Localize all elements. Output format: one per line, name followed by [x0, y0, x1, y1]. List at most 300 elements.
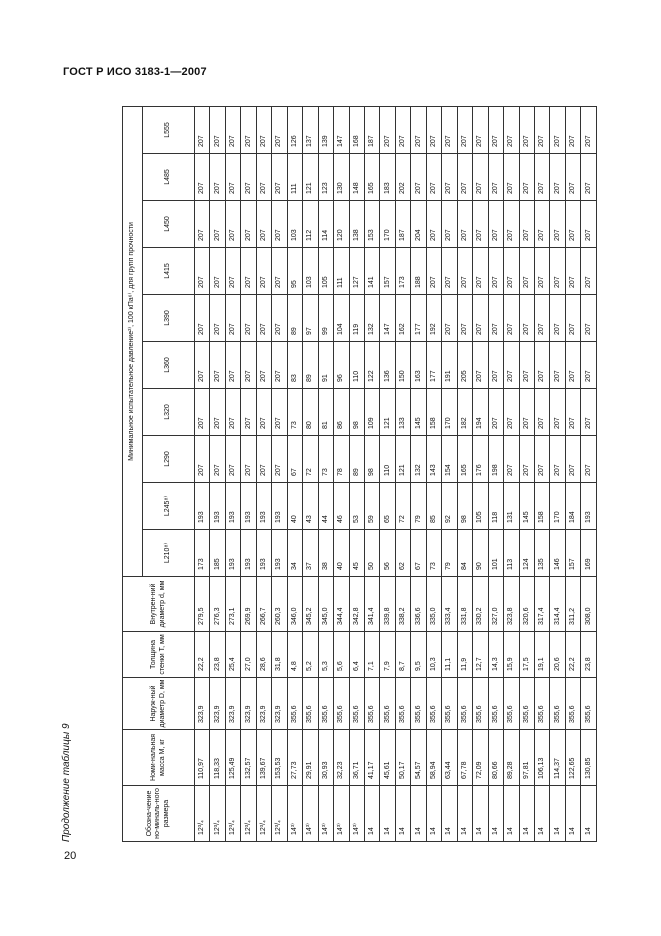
- cell-pressure: 104: [334, 295, 349, 342]
- cell-pressure: 183: [380, 154, 395, 201]
- cell-pressure: 105: [318, 248, 333, 295]
- cell-pressure: 95: [287, 248, 302, 295]
- cell-pressure: 207: [534, 389, 549, 436]
- cell-pressure: 207: [195, 342, 210, 389]
- table-row: [303, 106, 318, 841]
- cell-pressure: 86: [334, 389, 349, 436]
- table-row: [364, 106, 379, 841]
- cell-designation: 12³/₄: [272, 786, 287, 842]
- cell-outer-diameter: 355,6: [457, 678, 472, 730]
- cell-pressure: 207: [565, 436, 580, 483]
- header-grade: L415: [143, 248, 195, 295]
- cell-wall-thickness: 10,3: [426, 632, 441, 678]
- cell-pressure: 207: [504, 389, 519, 436]
- cell-mass: 139,67: [256, 730, 271, 786]
- cell-pressure: 96: [334, 342, 349, 389]
- cell-designation: 14³⁾: [287, 786, 302, 842]
- cell-pressure: 193: [210, 483, 225, 530]
- cell-inner-diameter: 345,0: [318, 577, 333, 632]
- cell-pressure: 110: [380, 436, 395, 483]
- cell-wall-thickness: 22,2: [195, 632, 210, 678]
- cell-mass: 58,94: [426, 730, 441, 786]
- cell-pressure: 170: [442, 389, 457, 436]
- header-grade: L290: [143, 436, 195, 483]
- cell-pressure: 158: [426, 389, 441, 436]
- header-grade: L210⁸⁾: [143, 530, 195, 577]
- cell-pressure: 157: [565, 530, 580, 577]
- table-row: [411, 106, 426, 841]
- cell-pressure: 207: [256, 436, 271, 483]
- cell-wall-thickness: 8,7: [395, 632, 410, 678]
- cell-pressure: 207: [504, 154, 519, 201]
- cell-pressure: 132: [364, 295, 379, 342]
- cell-wall-thickness: 23,8: [210, 632, 225, 678]
- cell-mass: 118,33: [210, 730, 225, 786]
- cell-pressure: 207: [581, 342, 597, 389]
- cell-wall-thickness: 11,1: [442, 632, 457, 678]
- cell-pressure: 207: [442, 106, 457, 153]
- header-grade: L245⁸⁾: [143, 483, 195, 530]
- cell-pressure: 89: [349, 436, 364, 483]
- table-row: [334, 106, 349, 841]
- cell-pressure: 148: [349, 154, 364, 201]
- cell-pressure: 207: [534, 106, 549, 153]
- cell-mass: 97,81: [519, 730, 534, 786]
- cell-designation: 14: [473, 786, 488, 842]
- cell-pressure: 193: [195, 483, 210, 530]
- cell-pressure: 207: [565, 106, 580, 153]
- cell-outer-diameter: 323,9: [195, 678, 210, 730]
- cell-pressure: 207: [272, 248, 287, 295]
- table-row: [287, 106, 302, 841]
- cell-pressure: 207: [426, 201, 441, 248]
- cell-pressure: 79: [442, 530, 457, 577]
- cell-mass: 114,37: [550, 730, 565, 786]
- cell-pressure: 53: [349, 483, 364, 530]
- table-row: [473, 106, 488, 841]
- cell-pressure: 98: [364, 436, 379, 483]
- cell-inner-diameter: 338,2: [395, 577, 410, 632]
- cell-pressure: 207: [550, 436, 565, 483]
- cell-pressure: 184: [565, 483, 580, 530]
- cell-pressure: 98: [457, 483, 472, 530]
- table-row: [210, 106, 225, 841]
- cell-mass: 50,17: [395, 730, 410, 786]
- cell-wall-thickness: 7,1: [364, 632, 379, 678]
- cell-pressure: 91: [318, 342, 333, 389]
- cell-outer-diameter: 355,6: [287, 678, 302, 730]
- page-number: 20: [64, 850, 77, 862]
- cell-inner-diameter: 339,8: [380, 577, 395, 632]
- table-row: [195, 106, 210, 841]
- cell-pressure: 207: [488, 201, 503, 248]
- cell-pressure: 207: [256, 342, 271, 389]
- table-row: [550, 106, 565, 841]
- cell-pressure: 176: [473, 436, 488, 483]
- cell-outer-diameter: 323,9: [210, 678, 225, 730]
- table-row: [534, 106, 549, 841]
- header-grade: L450: [143, 201, 195, 248]
- cell-pressure: 130: [334, 154, 349, 201]
- cell-designation: 14: [504, 786, 519, 842]
- cell-inner-diameter: 341,4: [364, 577, 379, 632]
- cell-outer-diameter: 355,6: [534, 678, 549, 730]
- cell-pressure: 207: [426, 154, 441, 201]
- cell-outer-diameter: 355,6: [426, 678, 441, 730]
- cell-pressure: 207: [210, 389, 225, 436]
- cell-pressure: 207: [550, 295, 565, 342]
- cell-pressure: 207: [256, 248, 271, 295]
- cell-pressure: 207: [241, 106, 256, 153]
- cell-inner-diameter: 346,0: [287, 577, 302, 632]
- cell-inner-diameter: 317,4: [534, 577, 549, 632]
- cell-mass: 132,57: [241, 730, 256, 786]
- cell-pressure: 202: [395, 154, 410, 201]
- cell-pressure: 92: [442, 483, 457, 530]
- cell-pressure: 207: [534, 154, 549, 201]
- cell-pressure: 207: [195, 201, 210, 248]
- cell-wall-thickness: 14,3: [488, 632, 503, 678]
- header-mass: Номи-нальная масса М, кг: [123, 730, 195, 786]
- cell-wall-thickness: 27,0: [241, 632, 256, 678]
- cell-pressure: 207: [473, 106, 488, 153]
- cell-pressure: 193: [225, 530, 240, 577]
- cell-designation: 14: [534, 786, 549, 842]
- cell-pressure: 89: [303, 342, 318, 389]
- cell-pressure: 177: [411, 295, 426, 342]
- cell-pressure: 72: [395, 483, 410, 530]
- cell-pressure: 207: [210, 248, 225, 295]
- cell-mass: 27,73: [287, 730, 302, 786]
- cell-wall-thickness: 23,8: [581, 632, 597, 678]
- cell-pressure: 207: [241, 389, 256, 436]
- cell-pressure: 207: [241, 154, 256, 201]
- cell-mass: 153,53: [272, 730, 287, 786]
- cell-outer-diameter: 323,9: [241, 678, 256, 730]
- cell-pressure: 207: [210, 154, 225, 201]
- cell-mass: 89,28: [504, 730, 519, 786]
- cell-outer-diameter: 355,6: [550, 678, 565, 730]
- cell-pressure: 207: [210, 295, 225, 342]
- cell-pressure: 207: [272, 436, 287, 483]
- cell-pressure: 78: [334, 436, 349, 483]
- cell-pressure: 207: [195, 295, 210, 342]
- cell-pressure: 207: [473, 201, 488, 248]
- cell-pressure: 80: [303, 389, 318, 436]
- cell-pressure: 157: [380, 248, 395, 295]
- cell-wall-thickness: 28,6: [256, 632, 271, 678]
- cell-designation: 12³/₄: [210, 786, 225, 842]
- cell-outer-diameter: 355,6: [318, 678, 333, 730]
- cell-pressure: 207: [195, 154, 210, 201]
- cell-mass: 80,66: [488, 730, 503, 786]
- cell-pressure: 207: [256, 201, 271, 248]
- cell-pressure: 207: [565, 295, 580, 342]
- table-row: [442, 106, 457, 841]
- cell-pressure: 90: [473, 530, 488, 577]
- cell-pressure: 207: [225, 389, 240, 436]
- cell-wall-thickness: 5,2: [303, 632, 318, 678]
- cell-pressure: 193: [256, 530, 271, 577]
- cell-pressure: 138: [349, 201, 364, 248]
- cell-pressure: 193: [272, 483, 287, 530]
- cell-pressure: 119: [349, 295, 364, 342]
- cell-designation: 14: [442, 786, 457, 842]
- cell-pressure: 207: [256, 154, 271, 201]
- cell-pressure: 207: [534, 295, 549, 342]
- cell-inner-diameter: 273,1: [225, 577, 240, 632]
- cell-pressure: 207: [195, 389, 210, 436]
- cell-pressure: 207: [519, 106, 534, 153]
- table-caption: Продолжение таблицы 9: [61, 723, 72, 842]
- cell-outer-diameter: 355,6: [411, 678, 426, 730]
- cell-inner-diameter: 276,3: [210, 577, 225, 632]
- cell-pressure: 145: [519, 483, 534, 530]
- table-row: [395, 106, 410, 841]
- cell-pressure: 207: [550, 248, 565, 295]
- table-row: [565, 106, 580, 841]
- cell-pressure: 193: [256, 483, 271, 530]
- cell-inner-diameter: 327,0: [488, 577, 503, 632]
- cell-mass: 32,23: [334, 730, 349, 786]
- cell-pressure: 154: [442, 436, 457, 483]
- cell-pressure: 177: [426, 342, 441, 389]
- cell-pressure: 207: [519, 342, 534, 389]
- cell-pressure: 207: [504, 342, 519, 389]
- cell-pressure: 207: [565, 201, 580, 248]
- cell-pressure: 110: [349, 342, 364, 389]
- cell-pressure: 207: [442, 154, 457, 201]
- cell-pressure: 173: [395, 248, 410, 295]
- cell-wall-thickness: 19,1: [534, 632, 549, 678]
- cell-pressure: 112: [303, 201, 318, 248]
- table-row: [457, 106, 472, 841]
- cell-designation: 14³⁾: [349, 786, 364, 842]
- cell-pressure: 207: [442, 201, 457, 248]
- header-grade: L360: [143, 342, 195, 389]
- cell-pressure: 193: [225, 483, 240, 530]
- pressure-table: [122, 106, 597, 842]
- cell-pressure: 207: [581, 154, 597, 201]
- cell-pressure: 207: [550, 106, 565, 153]
- cell-pressure: 207: [581, 389, 597, 436]
- cell-pressure: 73: [318, 436, 333, 483]
- cell-wall-thickness: 5,3: [318, 632, 333, 678]
- cell-pressure: 207: [411, 154, 426, 201]
- cell-designation: 14: [364, 786, 379, 842]
- cell-outer-diameter: 323,9: [272, 678, 287, 730]
- table-row: [519, 106, 534, 841]
- cell-pressure: 207: [519, 248, 534, 295]
- cell-designation: 12³/₄: [256, 786, 271, 842]
- cell-pressure: 188: [411, 248, 426, 295]
- table-row: [272, 106, 287, 841]
- cell-pressure: 120: [334, 201, 349, 248]
- cell-pressure: 121: [303, 154, 318, 201]
- cell-pressure: 207: [225, 201, 240, 248]
- cell-pressure: 147: [334, 106, 349, 153]
- cell-pressure: 207: [534, 436, 549, 483]
- cell-pressure: 124: [519, 530, 534, 577]
- cell-pressure: 170: [550, 483, 565, 530]
- cell-pressure: 43: [303, 483, 318, 530]
- cell-pressure: 81: [318, 389, 333, 436]
- cell-pressure: 123: [318, 154, 333, 201]
- cell-wall-thickness: 11,9: [457, 632, 472, 678]
- cell-designation: 14: [565, 786, 580, 842]
- cell-pressure: 122: [364, 342, 379, 389]
- cell-pressure: 207: [272, 106, 287, 153]
- cell-outer-diameter: 355,6: [473, 678, 488, 730]
- cell-pressure: 150: [395, 342, 410, 389]
- cell-pressure: 98: [349, 389, 364, 436]
- cell-pressure: 109: [364, 389, 379, 436]
- cell-pressure: 162: [395, 295, 410, 342]
- cell-inner-diameter: 323,8: [504, 577, 519, 632]
- cell-wall-thickness: 20,6: [550, 632, 565, 678]
- cell-pressure: 147: [380, 295, 395, 342]
- cell-mass: 36,71: [349, 730, 364, 786]
- cell-wall-thickness: 22,2: [565, 632, 580, 678]
- cell-pressure: 207: [457, 295, 472, 342]
- table-row: [318, 106, 333, 841]
- cell-mass: 125,49: [225, 730, 240, 786]
- cell-pressure: 67: [287, 436, 302, 483]
- cell-mass: 41,17: [364, 730, 379, 786]
- cell-pressure: 207: [550, 201, 565, 248]
- cell-pressure: 193: [241, 483, 256, 530]
- cell-outer-diameter: 355,6: [504, 678, 519, 730]
- cell-inner-diameter: 342,8: [349, 577, 364, 632]
- cell-pressure: 103: [303, 248, 318, 295]
- header-grade: L390: [143, 295, 195, 342]
- cell-pressure: 207: [488, 342, 503, 389]
- cell-designation: 14³⁾: [334, 786, 349, 842]
- cell-pressure: 132: [411, 436, 426, 483]
- cell-pressure: 207: [457, 248, 472, 295]
- cell-mass: 29,91: [303, 730, 318, 786]
- cell-pressure: 136: [380, 342, 395, 389]
- cell-pressure: 207: [256, 389, 271, 436]
- cell-inner-diameter: 308,0: [581, 577, 597, 632]
- cell-pressure: 207: [473, 295, 488, 342]
- header-pressure-group: Минимальное испытательное давление²⁾, 100 кПа⁶⁾, для групп прочности: [123, 106, 143, 576]
- cell-designation: 14³⁾: [303, 786, 318, 842]
- cell-pressure: 72: [303, 436, 318, 483]
- cell-pressure: 207: [473, 342, 488, 389]
- cell-pressure: 207: [504, 436, 519, 483]
- cell-pressure: 207: [457, 154, 472, 201]
- table-row: [380, 106, 395, 841]
- cell-inner-diameter: 336,6: [411, 577, 426, 632]
- cell-pressure: 207: [426, 106, 441, 153]
- cell-pressure: 194: [473, 389, 488, 436]
- cell-inner-diameter: 269,9: [241, 577, 256, 632]
- cell-inner-diameter: 333,4: [442, 577, 457, 632]
- cell-outer-diameter: 323,9: [256, 678, 271, 730]
- cell-mass: 30,93: [318, 730, 333, 786]
- cell-pressure: 137: [303, 106, 318, 153]
- cell-pressure: 207: [442, 248, 457, 295]
- cell-designation: 14: [488, 786, 503, 842]
- cell-pressure: 165: [457, 436, 472, 483]
- cell-pressure: 191: [442, 342, 457, 389]
- cell-pressure: 207: [519, 201, 534, 248]
- cell-inner-diameter: 266,7: [256, 577, 271, 632]
- cell-pressure: 126: [287, 106, 302, 153]
- cell-designation: 12³/₄: [195, 786, 210, 842]
- table-row: [349, 106, 364, 841]
- cell-pressure: 185: [210, 530, 225, 577]
- cell-pressure: 105: [473, 483, 488, 530]
- cell-pressure: 145: [411, 389, 426, 436]
- cell-pressure: 207: [241, 342, 256, 389]
- cell-pressure: 65: [380, 483, 395, 530]
- cell-pressure: 207: [395, 106, 410, 153]
- cell-designation: 14: [411, 786, 426, 842]
- cell-pressure: 83: [287, 342, 302, 389]
- cell-pressure: 207: [256, 106, 271, 153]
- cell-outer-diameter: 355,6: [395, 678, 410, 730]
- cell-pressure: 135: [534, 530, 549, 577]
- cell-pressure: 139: [318, 106, 333, 153]
- cell-pressure: 173: [195, 530, 210, 577]
- cell-pressure: 207: [473, 154, 488, 201]
- cell-pressure: 207: [272, 201, 287, 248]
- cell-pressure: 193: [581, 483, 597, 530]
- cell-pressure: 97: [303, 295, 318, 342]
- cell-inner-diameter: 331,8: [457, 577, 472, 632]
- cell-pressure: 207: [534, 248, 549, 295]
- cell-wall-thickness: 6,4: [349, 632, 364, 678]
- cell-pressure: 207: [550, 389, 565, 436]
- cell-pressure: 89: [287, 295, 302, 342]
- cell-pressure: 207: [426, 248, 441, 295]
- cell-pressure: 45: [349, 530, 364, 577]
- cell-mass: 45,61: [380, 730, 395, 786]
- cell-pressure: 207: [534, 342, 549, 389]
- cell-mass: 54,57: [411, 730, 426, 786]
- cell-pressure: 207: [457, 201, 472, 248]
- cell-pressure: 143: [426, 436, 441, 483]
- table-container: [122, 107, 597, 842]
- cell-inner-diameter: 335,0: [426, 577, 441, 632]
- cell-pressure: 187: [395, 201, 410, 248]
- table-row: [241, 106, 256, 841]
- cell-pressure: 73: [287, 389, 302, 436]
- cell-pressure: 103: [287, 201, 302, 248]
- cell-outer-diameter: 355,6: [565, 678, 580, 730]
- cell-pressure: 127: [349, 248, 364, 295]
- table-body: [195, 106, 597, 841]
- cell-pressure: 207: [195, 106, 210, 153]
- cell-inner-diameter: 260,3: [272, 577, 287, 632]
- cell-pressure: 62: [395, 530, 410, 577]
- cell-pressure: 121: [395, 436, 410, 483]
- cell-mass: 63,44: [442, 730, 457, 786]
- cell-pressure: 207: [519, 154, 534, 201]
- cell-pressure: 207: [411, 106, 426, 153]
- cell-pressure: 113: [504, 530, 519, 577]
- cell-pressure: 207: [195, 248, 210, 295]
- cell-pressure: 131: [504, 483, 519, 530]
- cell-wall-thickness: 7,9: [380, 632, 395, 678]
- header-inner-diameter: Внутрен-ний диаметр d, мм: [123, 577, 195, 632]
- document-title: ГОСТ Р ИСО 3183-1—2007: [63, 66, 207, 78]
- cell-outer-diameter: 355,6: [303, 678, 318, 730]
- cell-pressure: 46: [334, 483, 349, 530]
- cell-pressure: 79: [411, 483, 426, 530]
